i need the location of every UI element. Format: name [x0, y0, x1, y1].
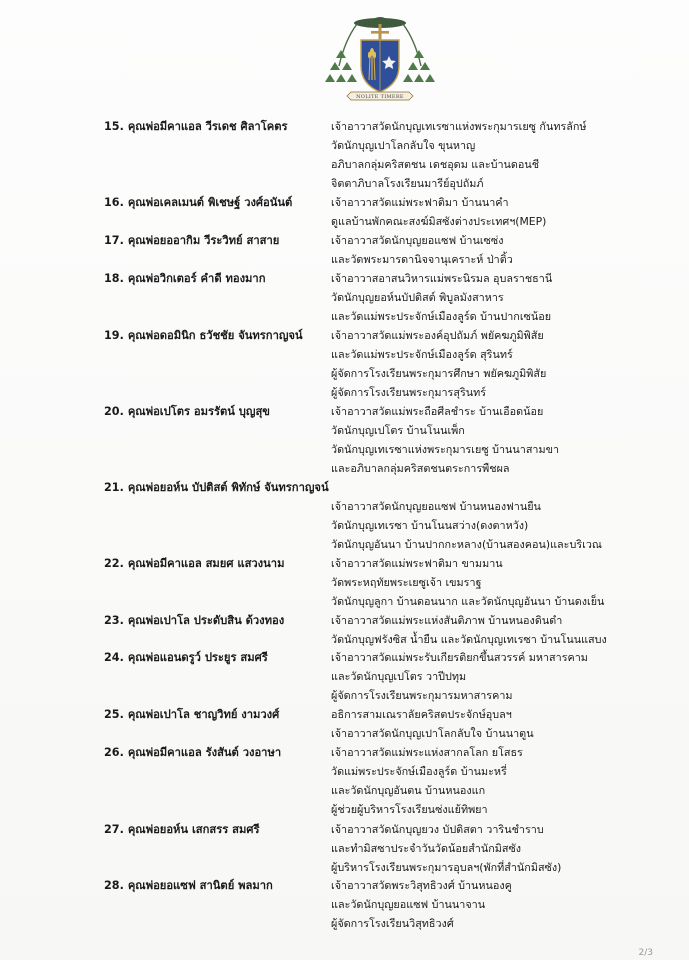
- priest-name-line: [104, 648, 268, 667]
- priest-name-line: [104, 478, 329, 497]
- assignment-line: วัดนักบุญฟรังซิส น้ำยืน และวัดนักบุญเทเรซา บ้านโนนแสบง: [331, 633, 607, 647]
- entry-number: 23.: [104, 614, 124, 627]
- priest-name: คุณพ่อยออากิม วีระวิทย์ สาสาย: [127, 234, 280, 247]
- assignment-line: และวัดนักบุญอันตน บ้านหนองแก: [331, 784, 486, 798]
- priest-name-line: [104, 402, 270, 421]
- assignment-line: วัดนักบุญเปโตร บ้านโนนเพ็ก: [331, 424, 465, 438]
- priest-name-line: [104, 820, 259, 839]
- assignment-line: และวัดนักบุญเปโตร วาปีปทุม: [331, 670, 467, 684]
- assignment-lines: [331, 611, 607, 649]
- entry-number: 17.: [104, 234, 124, 247]
- priest-name-line: [104, 326, 303, 345]
- assignment-line: ผู้จัดการโรงเรียนพระกุมารมหาสารคาม: [331, 689, 513, 703]
- assignment-line: เจ้าอาวาสวัดแม่พระรับเกียรติยกขึ้นสวรรค์ มหาสารคาม: [331, 651, 588, 664]
- assignment-line: เจ้าอาวาสวัดนักบุญยวง บัปติสตา วารินชำราบ: [331, 823, 544, 836]
- assignment-line: อภิบาลกลุ่มคริสตชน เดชอุดม และบ้านดอนชี: [331, 158, 540, 172]
- assignment-line: เจ้าอาวาสวัดแม่พระฟาติมา บ้านนาคำ: [331, 196, 509, 209]
- assignment-line: และวัดแม่พระประจักษ์เมืองลูร์ด บ้านปากเซน้อย: [331, 310, 552, 324]
- priest-name: คุณพ่อเคลเมนต์ พิเชษฐ์ วงศ์อนันต์: [127, 196, 293, 209]
- entry-number: 27.: [104, 823, 124, 836]
- entry-number: 21.: [104, 481, 124, 494]
- assignment-line: เจ้าอาวาสวัดพระวิสุทธิวงศ์ บ้านหนองคู: [331, 879, 512, 892]
- assignment-lines: [331, 743, 523, 819]
- assignment-lines: [331, 193, 546, 231]
- assignment-line: ผู้จัดการโรงเรียนวิสุทธิวงศ์: [331, 917, 454, 931]
- assignment-line: เจ้าอาวาสวัดนักบุญยอแซฟ บ้านหนองฟานยืน: [331, 500, 541, 514]
- entry-number: 22.: [104, 557, 124, 570]
- entry-number: 26.: [104, 746, 124, 759]
- assignment-lines: [331, 117, 587, 193]
- assignment-lines: [331, 648, 588, 705]
- assignment-lines: [331, 402, 559, 478]
- assignment-line: วัดพระหฤทัยพระเยซูเจ้า เขมราฐ: [331, 576, 482, 590]
- assignment-line: [331, 478, 602, 497]
- assignment-line: เจ้าอาวาสวัดแม่พระองค์อุปถัมภ์ พยัคฆภูมิพิสัย: [331, 329, 544, 342]
- entry-number: 16.: [104, 196, 124, 209]
- priest-name: คุณพ่อมีคาแอล วีรเดช ศิลาโคตร: [127, 120, 288, 133]
- assignment-line: เจ้าอาวาสวัดแม่พระถือศีลชำระ บ้านเอือดน้อย: [331, 405, 544, 418]
- assignment-line: อธิการสามเณราลัยคริสตประจักษ์อุบลฯ: [331, 708, 512, 721]
- assignment-lines: [331, 820, 561, 877]
- priest-name: คุณพ่อยอห์น เสกสรร สมศรี: [127, 823, 260, 836]
- priest-name-line: [104, 611, 284, 630]
- assignment-line: วัดนักบุญอันนา บ้านปากกะหลาง(บ้านสองคอน)และบริเวณ: [331, 538, 602, 552]
- priest-name: คุณพ่อเปาโล ชาญวิทย์ งามวงศ์: [127, 708, 280, 721]
- assignment-line: เจ้าอาวาสวัดนักบุญเทเรซาแห่งพระกุมารเยซู กันทรลักษ์: [331, 120, 587, 133]
- assignment-lines: [331, 876, 512, 933]
- assignment-lines: [331, 231, 513, 269]
- entry-number: 18.: [104, 272, 124, 285]
- priest-name: คุณพ่อวิกเตอร์ คำดี ทองมาก: [127, 272, 266, 285]
- assignment-line: เจ้าอาวาสวัดแม่พระแห่งสันติภาพ บ้านหนองดินดำ: [331, 614, 563, 627]
- assignment-lines: [331, 326, 546, 402]
- assignment-line: ผู้จัดการโรงเรียนพระกุมารสุรินทร์: [331, 386, 487, 400]
- priest-name-line: [104, 269, 265, 288]
- priest-name: คุณพ่อเปาโล ประดับสิน ด้วงทอง: [127, 614, 285, 627]
- assignment-line: และวัดแม่พระประจักษ์เมืองลูร์ด สุรินทร์: [331, 348, 513, 362]
- priest-name-line: [104, 876, 273, 895]
- assignment-line: และวัดนักบุญยอแซฟ บ้านนาจาน: [331, 898, 486, 912]
- priest-name-line: [104, 193, 292, 212]
- assignment-line: วัดนักบุญเปาโลกลับใจ ขุนหาญ: [331, 139, 476, 153]
- assignment-lines: [331, 269, 552, 326]
- entry-number: 20.: [104, 405, 124, 418]
- entry-number: 19.: [104, 329, 124, 342]
- priest-name-line: [104, 231, 279, 250]
- priest-name-line: [104, 705, 279, 724]
- assignment-line: วัดนักบุญเทเรซา บ้านโนนสว่าง(ดงตาหวัง): [331, 519, 529, 533]
- assignment-line: และทำมิสซาประจำวันวัดน้อยสำนักมิสซัง: [331, 842, 522, 856]
- priest-name: คุณพ่อยอห์น บัปติสต์ พิทักษ์ จันทรกาญจน์: [127, 481, 329, 494]
- assignment-line: ผู้บริหารโรงเรียนพระกุมารอุบลฯ(พักที่สำนักมิสซัง): [331, 861, 562, 875]
- page-number: 2/3: [638, 948, 653, 958]
- assignment-line: ผู้ช่วยผู้บริหารโรงเรียนซ่งแย้ทิพยา: [331, 803, 488, 817]
- priest-name: คุณพ่อแอนดรูว์ ประยูร สมศรี: [127, 651, 268, 664]
- priest-name-line: [104, 743, 281, 762]
- priest-name: คุณพ่อมีคาแอล รังสันต์ วงอาษา: [127, 746, 282, 759]
- assignment-lines: [331, 705, 534, 743]
- assignment-lines: [331, 554, 604, 611]
- assignment-lines: [331, 478, 602, 554]
- entry-number: 24.: [104, 651, 124, 664]
- crest-motto: NOLITE TIMERE: [356, 94, 404, 100]
- assignment-line: จิตตาภิบาลโรงเรียนมารีย์อุปถัมภ์: [331, 177, 484, 191]
- priest-name-line: [104, 554, 284, 573]
- assignment-line: และวัดพระมารดานิจจานุเคราะห์ ป่าติ้ว: [331, 253, 513, 267]
- assignment-line: วัดนักบุญลูกา บ้านดอนนาก และวัดนักบุญอันนา บ้านดงเย็น: [331, 595, 605, 609]
- assignment-line: เจ้าอาวาสอาสนวิหารแม่พระนิรมล อุบลราชธานี: [331, 272, 553, 285]
- assignment-line: และอภิบาลกลุ่มคริสตชนตระการพืชผล: [331, 462, 510, 476]
- assignment-line: ผู้จัดการโรงเรียนพระกุมารศึกษา พยัคฆภูมิพิสัย: [331, 367, 547, 381]
- priest-name: คุณพ่อยอแซฟ สานิตย์ พลมาก: [127, 879, 273, 892]
- entry-number: 25.: [104, 708, 124, 721]
- priest-name: คุณพ่อเปโตร อมรรัตน์ บุญสุข: [127, 405, 270, 418]
- assignment-line: ดูแลบ้านพักคณะสงฆ์มิสซังต่างประเทศฯ(MEP): [331, 215, 547, 229]
- entry-number: 28.: [104, 879, 124, 892]
- priest-name: คุณพ่อมีคาแอล สมยศ แสวงนาม: [127, 557, 285, 570]
- assignment-line: เจ้าอาวาสวัดนักบุญเปาโลกลับใจ บ้านนาตูน: [331, 727, 534, 741]
- assignment-line: วัดนักบุญเทเรซาแห่งพระกุมารเยซู บ้านนาสามขา: [331, 443, 560, 457]
- assignment-line: เจ้าอาวาสวัดแม่พระฟาติมา ขามมาน: [331, 557, 503, 570]
- assignment-line: เจ้าอาวาสวัดแม่พระแห่งสากลโลก ยโสธร: [331, 746, 523, 759]
- assignment-line: เจ้าอาวาสวัดนักบุญยอแซฟ บ้านเซซ่ง: [331, 234, 504, 247]
- assignment-line: วัดแม่พระประจักษ์เมืองลูร์ด บ้านมะหรี่: [331, 765, 507, 779]
- priest-name-line: [104, 117, 287, 136]
- assignment-line: วัดนักบุญยอห์นบัปติสต์ พิบูลมังสาหาร: [331, 291, 504, 305]
- priest-name: คุณพ่อดอมินิก ธวัชชัย จันทรกาญจน์: [127, 329, 303, 342]
- entry-number: 15.: [104, 120, 124, 133]
